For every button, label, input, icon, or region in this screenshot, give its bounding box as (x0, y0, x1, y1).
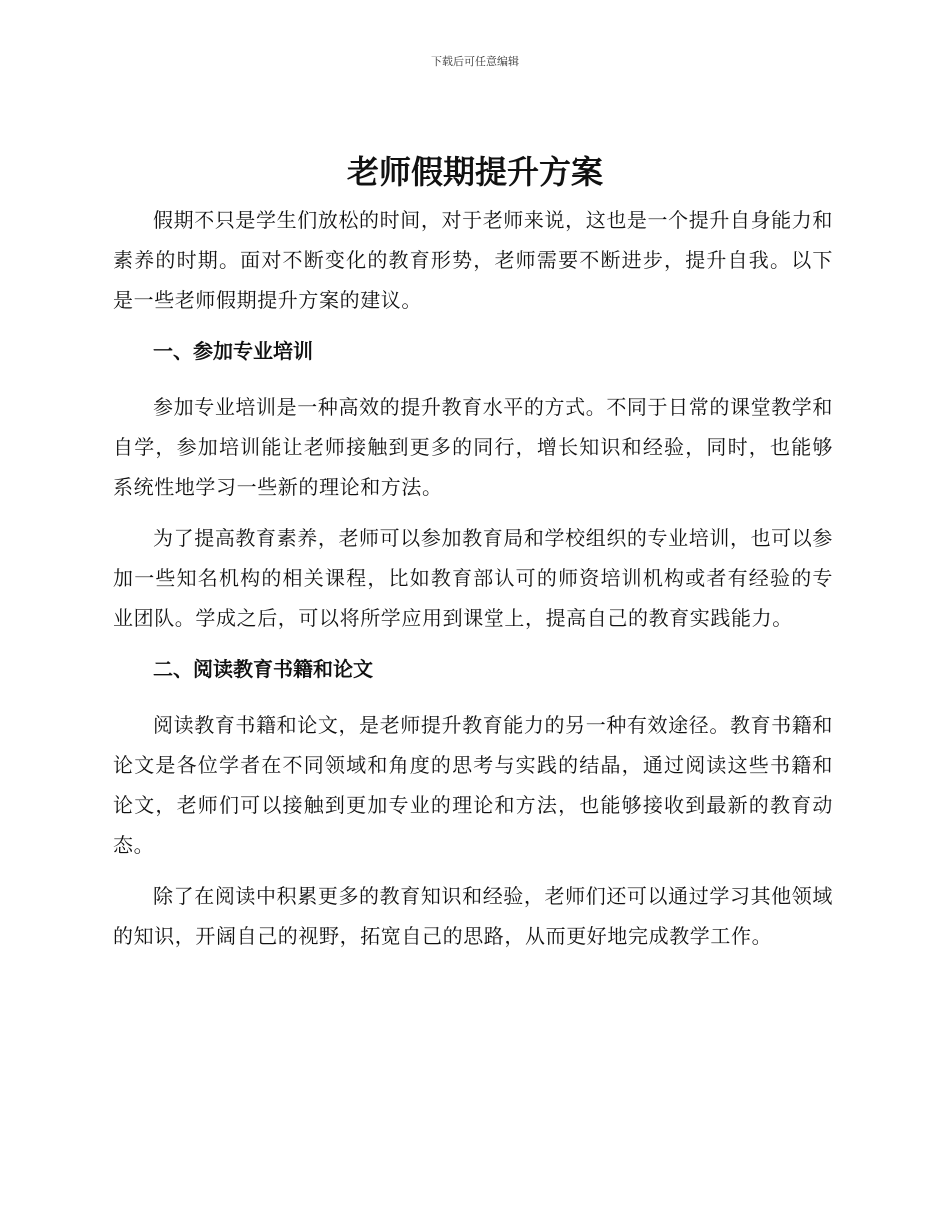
intro-paragraph: 假期不只是学生们放松的时间，对于老师来说，这也是一个提升自身能力和素养的时期。面对不断变化的教育形势，老师需要不断进步，提升自我。以下是一些老师假期提升方案的建议。 (113, 208, 833, 312)
section-heading: 二、阅读教育书籍和论文 (153, 657, 373, 681)
section-training (113, 331, 833, 638)
body-paragraph: 为了提高教育素养，老师可以参加教育局和学校组织的专业培训，也可以参加一些知名机构的相关课程，比如教育部认可的师资培训机构或者有经验的专业团队。学成之后，可以将所学应用到课堂上，提高自己的教育实践能力。 (113, 526, 833, 630)
section-heading: 一、参加专业培训 (153, 339, 313, 363)
document-title: 老师假期提升方案 (346, 153, 603, 191)
body-paragraph: 除了在阅读中积累更多的教育知识和经验，老师们还可以通过学习其他领域的知识，开阔自己的视野，拓宽自己的思路，从而更好地完成教学工作。 (113, 884, 833, 948)
body-paragraph: 阅读教育书籍和论文，是老师提升教育能力的另一种有效途径。教育书籍和论文是各位学者在不同领域和角度的思考与实践的结晶，通过阅读这些书籍和论文，老师们可以接触到更加专业的理论和方法，也能够接收到最新的教育动态。 (113, 713, 833, 857)
section-reading (113, 649, 833, 956)
body-paragraph: 参加专业培训是一种高效的提升教育水平的方式。不同于日常的课堂教学和自学，参加培训能让老师接触到更多的同行，增长知识和经验，同时，也能够系统性地学习一些新的理论和方法。 (113, 395, 833, 499)
document-body (113, 200, 833, 967)
header-note: 下载后可任意编辑 (431, 55, 519, 68)
